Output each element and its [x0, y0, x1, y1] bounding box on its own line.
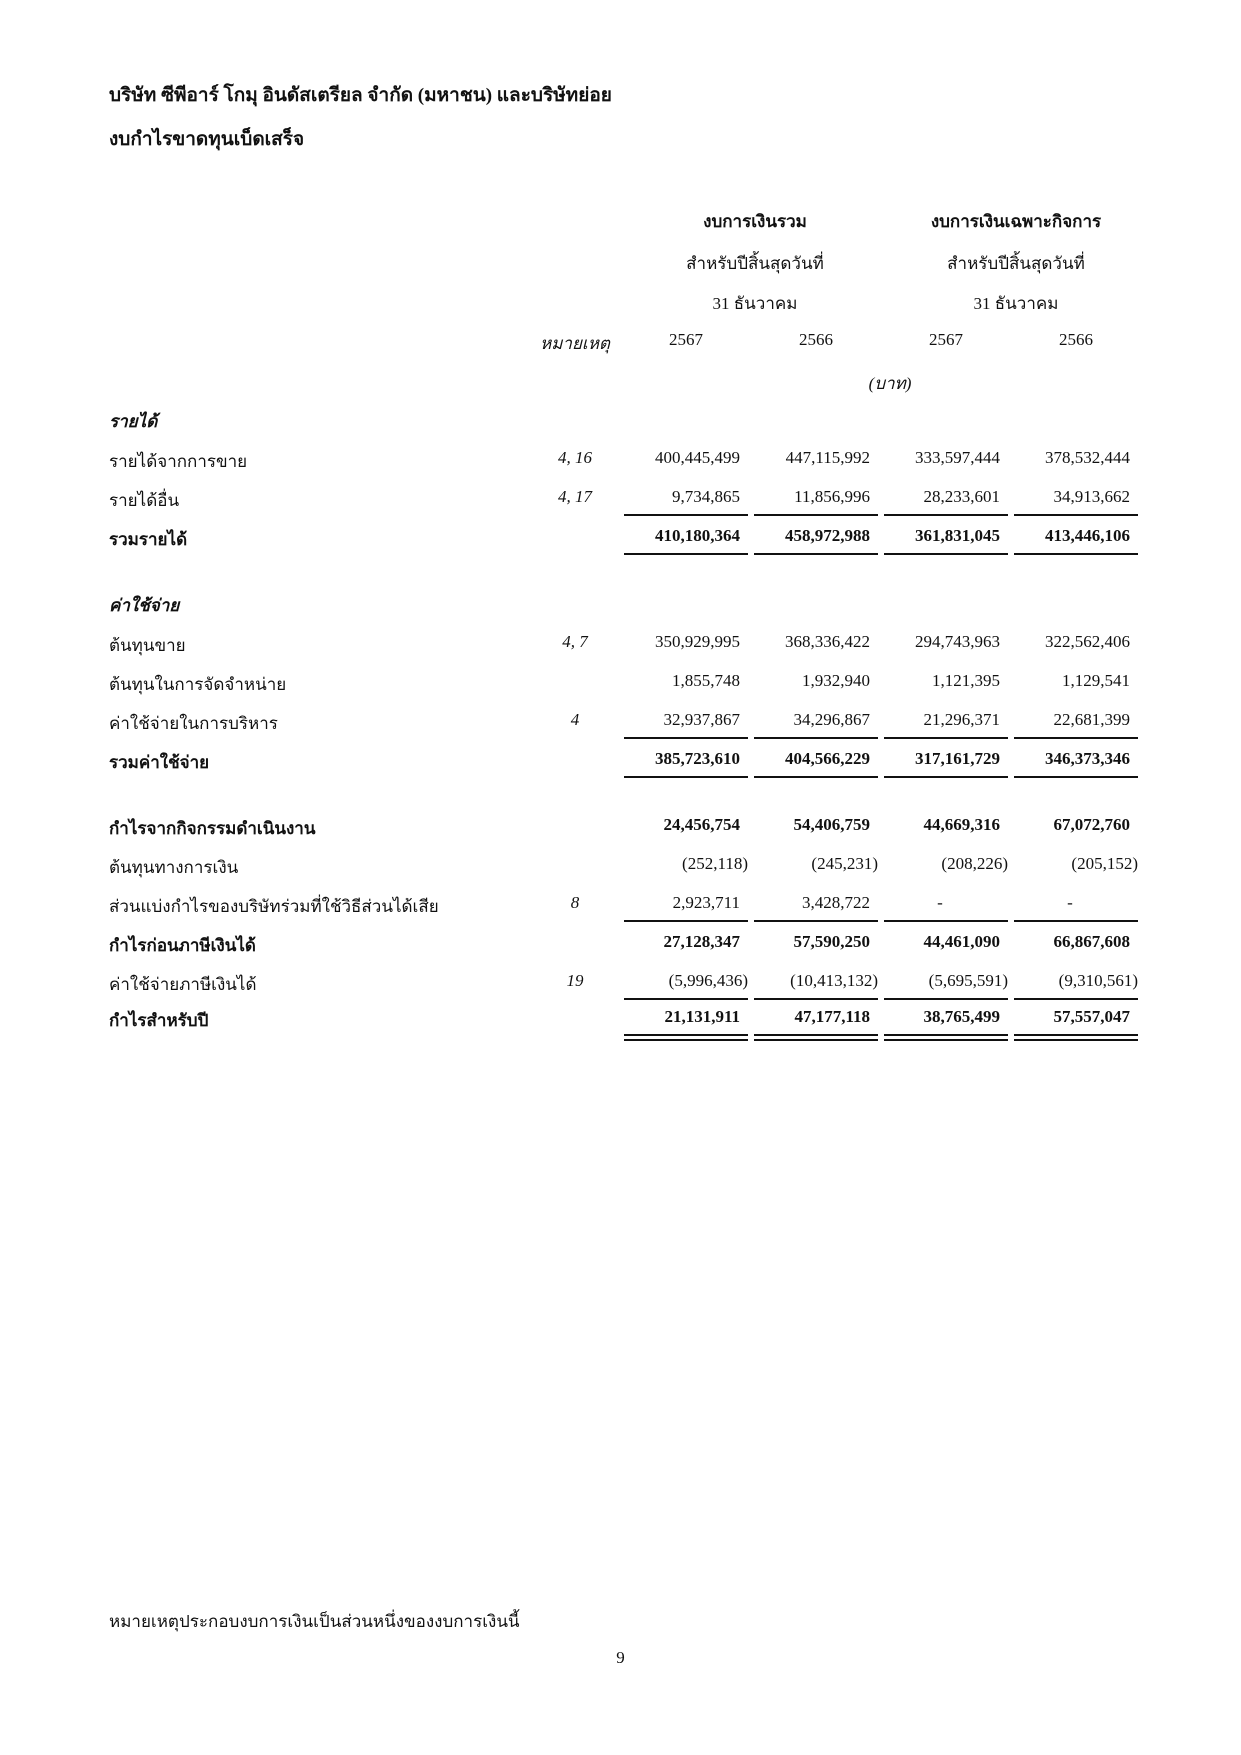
row-label-admin: ค่าใช้จ่ายในการบริหาร [109, 714, 278, 733]
row-label-finance-cost: ต้นทุนทางการเงิน [109, 858, 239, 877]
statement-title: งบกำไรขาดทุนเบ็ดเสร็จ [109, 129, 305, 150]
page-number: 9 [616, 1648, 625, 1667]
year-sep-current: 2567 [929, 330, 963, 349]
income-tax-sep-2566: (9,310,561) [1058, 971, 1138, 990]
underline [884, 553, 1008, 555]
separate-period: สำหรับปีสิ้นสุดวันที่ [947, 254, 1085, 273]
row-label-distribution: ต้นทุนในการจัดจำหน่าย [109, 675, 287, 694]
share-of-profit-sep-2567: - [937, 893, 943, 912]
separate-title: งบการเงินเฉพาะกิจการ [930, 212, 1102, 231]
underline [624, 920, 748, 922]
other-income-cons-2566: 11,856,996 [794, 487, 870, 506]
other-income-cons-2567: 9,734,865 [672, 487, 740, 506]
underline [754, 776, 878, 778]
underline [884, 776, 1008, 778]
row-label-total-expenses: รวมค่าใช้จ่าย [109, 753, 210, 772]
finance-cost-sep-2566: (205,152) [1071, 854, 1138, 873]
row-label-profit-for-year: กำไรสำหรับปี [109, 1011, 209, 1030]
finance-cost-cons-2567: (252,118) [682, 854, 748, 873]
other-income-sep-2567: 28,233,601 [923, 487, 1000, 506]
finance-cost-sep-2567: (208,226) [941, 854, 1008, 873]
profit-before-tax-cons-2567: 27,128,347 [663, 932, 740, 951]
cost-of-sales-cons-2566: 368,336,422 [785, 632, 870, 651]
cost-of-sales-sep-2567: 294,743,963 [915, 632, 1000, 651]
cost-of-sales-cons-2567: 350,929,995 [655, 632, 740, 651]
operating-profit-sep-2566: 67,072,760 [1053, 815, 1130, 834]
income-tax-cons-2566: (10,413,132) [790, 971, 878, 990]
double-underline [884, 1034, 1008, 1041]
row-note-cost-of-sales: 4, 7 [562, 632, 588, 651]
profit-before-tax-sep-2567: 44,461,090 [923, 932, 1000, 951]
underline [624, 514, 748, 516]
profit-for-year-sep-2566: 57,557,047 [1053, 1007, 1130, 1026]
row-label-income-tax: ค่าใช้จ่ายภาษีเงินได้ [109, 975, 257, 994]
underline [884, 920, 1008, 922]
cost-of-sales-sep-2566: 322,562,406 [1045, 632, 1130, 651]
note-column-header: หมายเหตุ [540, 334, 610, 353]
row-note-sales: 4, 16 [558, 448, 592, 467]
double-underline [754, 1034, 878, 1041]
operating-profit-sep-2567: 44,669,316 [923, 815, 1000, 834]
row-label-share-of-profit: ส่วนแบ่งกำไรของบริษัทร่วมที่ใช้วิธีส่วนได้เสีย [109, 897, 439, 916]
underline [624, 776, 748, 778]
separate-date: 31 ธันวาคม [973, 294, 1059, 313]
distribution-cons-2567: 1,855,748 [672, 671, 740, 690]
total-expenses-sep-2566: 346,373,346 [1045, 749, 1130, 768]
share-of-profit-sep-2566: - [1067, 893, 1073, 912]
total-revenue-sep-2566: 413,446,106 [1045, 526, 1130, 545]
sales-sep-2566: 378,532,444 [1045, 448, 1130, 467]
row-note-other-income: 4, 17 [558, 487, 592, 506]
row-note-income-tax: 19 [566, 971, 584, 990]
consolidated-date: 31 ธันวาคม [712, 294, 798, 313]
profit-for-year-cons-2566: 47,177,118 [794, 1007, 870, 1026]
total-revenue-sep-2567: 361,831,045 [915, 526, 1000, 545]
finance-cost-cons-2566: (245,231) [811, 854, 878, 873]
underline [754, 514, 878, 516]
underline [624, 998, 748, 1000]
sales-cons-2567: 400,445,499 [655, 448, 740, 467]
row-label-cost-of-sales: ต้นทุนขาย [109, 636, 186, 655]
underline [1014, 553, 1138, 555]
consolidated-period: สำหรับปีสิ้นสุดวันที่ [686, 254, 824, 273]
profit-for-year-sep-2567: 38,765,499 [923, 1007, 1000, 1026]
year-cons-current: 2567 [669, 330, 703, 349]
profit-before-tax-cons-2566: 57,590,250 [793, 932, 870, 951]
underline [754, 553, 878, 555]
total-revenue-cons-2567: 410,180,364 [655, 526, 740, 545]
consolidated-title: งบการเงินรวม [703, 212, 807, 231]
total-expenses-cons-2567: 385,723,610 [655, 749, 740, 768]
section-revenue: รายได้ [109, 412, 158, 431]
double-underline [1014, 1034, 1138, 1041]
underline [754, 920, 878, 922]
admin-cons-2566: 34,296,867 [793, 710, 870, 729]
unit-label: (บาท) [868, 374, 912, 393]
underline [754, 998, 878, 1000]
distribution-cons-2566: 1,932,940 [802, 671, 870, 690]
underline [1014, 776, 1138, 778]
row-label-other-income: รายได้อื่น [109, 491, 180, 510]
underline [884, 737, 1008, 739]
row-label-sales: รายได้จากการขาย [109, 452, 248, 471]
distribution-sep-2567: 1,121,395 [932, 671, 1000, 690]
row-note-admin: 4 [570, 710, 580, 729]
company-name: บริษัท ซีพีอาร์ โกมุ อินดัสเตรียล จำกัด (มหาชน) และบริษัทย่อย [109, 85, 612, 106]
share-of-profit-cons-2567: 2,923,711 [672, 893, 740, 912]
operating-profit-cons-2566: 54,406,759 [793, 815, 870, 834]
sales-cons-2566: 447,115,992 [785, 448, 870, 467]
underline [1014, 998, 1138, 1000]
double-underline [624, 1034, 748, 1041]
row-label-profit-before-tax: กำไรก่อนภาษีเงินได้ [109, 936, 256, 955]
row-label-operating-profit: กำไรจากกิจกรรมดำเนินงาน [109, 819, 316, 838]
footnote: หมายเหตุประกอบงบการเงินเป็นส่วนหนึ่งของงบการเงินนี้ [109, 1612, 520, 1631]
admin-cons-2567: 32,937,867 [663, 710, 740, 729]
sales-sep-2567: 333,597,444 [915, 448, 1000, 467]
underline [1014, 737, 1138, 739]
underline [1014, 920, 1138, 922]
admin-sep-2567: 21,296,371 [923, 710, 1000, 729]
operating-profit-cons-2567: 24,456,754 [663, 815, 740, 834]
year-cons-prior: 2566 [799, 330, 833, 349]
income-tax-cons-2567: (5,996,436) [668, 971, 748, 990]
total-revenue-cons-2566: 458,972,988 [785, 526, 870, 545]
income-tax-sep-2567: (5,695,591) [928, 971, 1008, 990]
underline [884, 514, 1008, 516]
year-sep-prior: 2566 [1059, 330, 1093, 349]
section-expenses: ค่าใช้จ่าย [109, 596, 180, 615]
underline [624, 737, 748, 739]
underline [884, 998, 1008, 1000]
underline [624, 553, 748, 555]
distribution-sep-2566: 1,129,541 [1062, 671, 1130, 690]
share-of-profit-cons-2566: 3,428,722 [802, 893, 870, 912]
admin-sep-2566: 22,681,399 [1053, 710, 1130, 729]
underline [754, 737, 878, 739]
row-note-share-of-profit: 8 [570, 893, 580, 912]
total-expenses-sep-2567: 317,161,729 [915, 749, 1000, 768]
total-expenses-cons-2566: 404,566,229 [785, 749, 870, 768]
other-income-sep-2566: 34,913,662 [1053, 487, 1130, 506]
profit-before-tax-sep-2566: 66,867,608 [1053, 932, 1130, 951]
row-label-total-revenue: รวมรายได้ [109, 530, 188, 549]
underline [1014, 514, 1138, 516]
profit-for-year-cons-2567: 21,131,911 [664, 1007, 740, 1026]
